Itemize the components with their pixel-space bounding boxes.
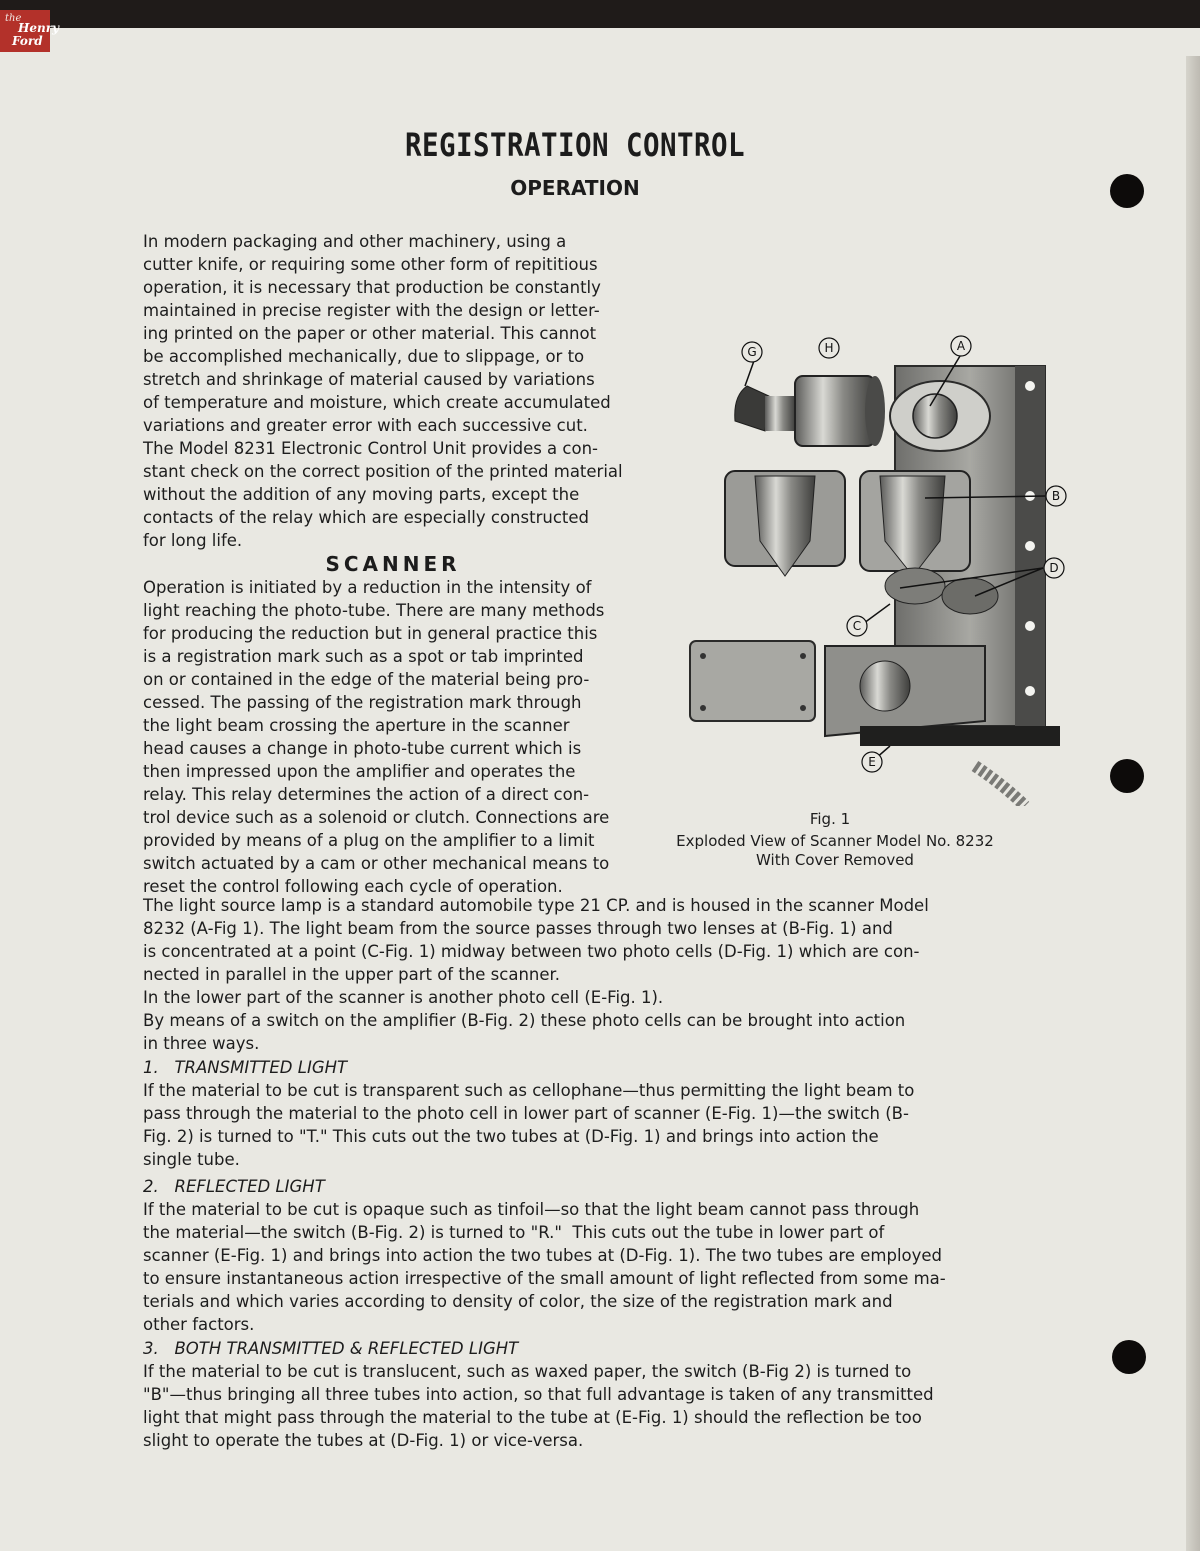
text-line: pass through the material to the photo cell in lower part of scanner (E-Fig. 1)—the switch (B- — [143, 1104, 909, 1123]
page-edge-shadow — [1186, 56, 1200, 1551]
text-line: the material—the switch (B-Fig. 2) is turned to "R." This cuts out the tube in lower part of — [143, 1223, 885, 1242]
scan-top-border — [0, 0, 1200, 28]
figure-number: Fig. 1 — [809, 810, 851, 828]
text-line: The light source lamp is a standard automobile type 21 CP. and is housed in the scanner Model — [143, 896, 929, 915]
text-line: other factors. — [143, 1315, 255, 1334]
text-line: stant check on the correct position of the printed material — [143, 462, 623, 481]
text-line: If the material to be cut is opaque such as tinfoil—so that the light beam cannot pass through — [143, 1200, 920, 1219]
section-title-operation: OPERATION — [510, 176, 640, 200]
binder-hole-icon — [1110, 174, 1144, 208]
text-line: in three ways. — [143, 1034, 260, 1053]
text-line: of temperature and moisture, which create accumulated — [143, 393, 611, 412]
callout-c-label: C — [852, 619, 862, 633]
section-heading-scanner: SCANNER — [325, 552, 461, 576]
text-line: The Model 8231 Electronic Control Unit provides a con- — [143, 439, 598, 458]
text-line: to ensure instantaneous action irrespective of the small amount of light reflected from some ma- — [143, 1269, 946, 1288]
text-line: scanner (E-Fig. 1) and brings into action the two tubes at (D-Fig. 1). The two tubes are employed — [143, 1246, 943, 1265]
henry-ford-logo — [0, 10, 59, 52]
text-line: If the material to be cut is transparent such as cellophane—thus permitting the light beam to — [143, 1081, 915, 1100]
callout-d-label: D — [1049, 561, 1059, 575]
text-line: nected in parallel in the upper part of the scanner. — [143, 965, 561, 984]
text-line: for producing the reduction but in general practice this — [143, 624, 598, 643]
callout-b-label: B — [1051, 489, 1061, 503]
text-line: operation, it is necessary that production be constantly — [143, 278, 601, 297]
text-line: single tube. — [143, 1150, 240, 1169]
callout-e-label: E — [868, 755, 876, 769]
text-line: maintained in precise register with the design or letter- — [143, 301, 600, 320]
text-line: be accomplished mechanically, due to slippage, or to — [143, 347, 585, 366]
text-line: on or contained in the edge of the material being pro- — [143, 670, 590, 689]
text-line: If the material to be cut is translucent, such as waxed paper, the switch (B-Fig 2) is turned to — [143, 1362, 912, 1381]
text-line: for long life. — [143, 531, 243, 550]
text-line: variations and greater error with each successive cut. — [143, 416, 588, 435]
text-line: switch actuated by a cam or other mechanical means to — [143, 854, 610, 873]
figure-caption-line1: Exploded View of Scanner Model No. 8232 — [676, 832, 994, 850]
text-line: provided by means of a plug on the amplifier to a limit — [143, 831, 595, 850]
callout-a-label: A — [956, 339, 966, 353]
logo-the: the — [5, 13, 22, 24]
logo-line2: Ford — [12, 34, 43, 48]
page-title: REGISTRATION CONTROL — [405, 126, 745, 164]
text-line: cessed. The passing of the registration mark through — [143, 693, 582, 712]
document-page — [0, 28, 1200, 1551]
callout-g-label: G — [747, 345, 757, 359]
text-line: 8232 (A-Fig 1). The light beam from the source passes through two lenses at (B-Fig. 1) and — [143, 919, 893, 938]
text-line: In the lower part of the scanner is another photo cell (E-Fig. 1). — [143, 988, 664, 1007]
text-line: "B"—thus bringing all three tubes into action, so that full advantage is taken of any transmitted — [143, 1385, 934, 1404]
text-line: head causes a change in photo-tube current which is — [143, 739, 582, 758]
binder-hole-icon — [1110, 759, 1144, 793]
text-line: slight to operate the tubes at (D-Fig. 1) or vice-versa. — [143, 1431, 584, 1450]
subsection-heading: 3. BOTH TRANSMITTED & REFLECTED LIGHT — [143, 1339, 519, 1358]
subsection-heading: 2. REFLECTED LIGHT — [143, 1177, 325, 1196]
text-line: terials and which varies according to density of color, the size of the registration mark and — [143, 1292, 893, 1311]
text-line: light that might pass through the material to the tube at (E-Fig. 1) should the reflection be too — [143, 1408, 922, 1427]
text-line: relay. This relay determines the action of a direct con- — [143, 785, 590, 804]
text-line: Operation is initiated by a reduction in the intensity of — [143, 578, 592, 597]
binder-hole-icon — [1112, 1340, 1146, 1374]
text-line: light reaching the photo-tube. There are many methods — [143, 601, 605, 620]
text-line: contacts of the relay which are especially constructed — [143, 508, 589, 527]
scanner-exploded-view-figure — [685, 326, 1070, 806]
text-line: In modern packaging and other machinery, using a — [143, 232, 567, 251]
text-line: ing printed on the paper or other material. This cannot — [143, 324, 597, 343]
callout-h-label: H — [824, 341, 834, 355]
text-line: then impressed upon the amplifier and operates the — [143, 762, 576, 781]
text-line: reset the control following each cycle of operation. — [143, 877, 563, 896]
text-line: Fig. 2) is turned to "T." This cuts out the two tubes at (D-Fig. 1) and brings into action the — [143, 1127, 879, 1146]
text-line: the light beam crossing the aperture in the scanner — [143, 716, 570, 735]
text-line: trol device such as a solenoid or clutch. Connections are — [143, 808, 610, 827]
text-line: is a registration mark such as a spot or tab imprinted — [143, 647, 584, 666]
text-line: By means of a switch on the amplifier (B-Fig. 2) these photo cells can be brought into action — [143, 1011, 906, 1030]
logo-line1: Henry — [18, 21, 59, 35]
subsection-heading: 1. TRANSMITTED LIGHT — [143, 1058, 348, 1077]
figure-caption-line2: With Cover Removed — [756, 851, 914, 869]
text-line: cutter knife, or requiring some other form of repititious — [143, 255, 598, 274]
text-line: stretch and shrinkage of material caused by variations — [143, 370, 595, 389]
text-line: without the addition of any moving parts, except the — [143, 485, 580, 504]
text-line: is concentrated at a point (C-Fig. 1) midway between two photo cells (D-Fig. 1) which are con- — [143, 942, 920, 961]
